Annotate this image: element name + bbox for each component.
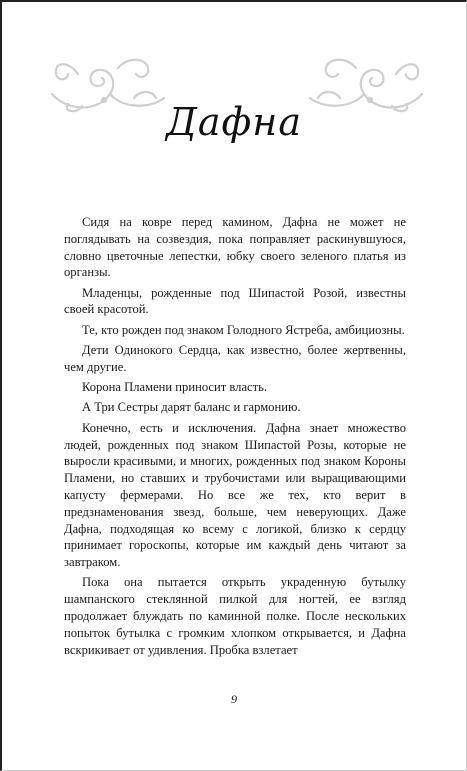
paragraph: Дети Одинокого Сердца, как известно, более жертвенны, чем другие. [64,343,406,374]
paragraph: Конечно, есть и исключения. Дафна знает множество людей, рожденных под знаком Шипастой Розы, которые не выросли красивыми, и многих, рожденных под знаком Короны Пламени, но ставших и трубочистами или выращивающими капусту фермерами. Но все же тех, кто верит в предзнаменования звезд, больше, чем неверующих. Даже Дафна, подходящая ко всему с логикой, близко к сердцу принимает гороскопы, которые им каждый день читают за завтраком. [64,420,406,570]
paragraph: Корона Пламени приносит власть. [82,380,268,395]
paragraph: А Три Сестры дарят баланс и гармонию. [82,400,301,415]
chapter-title: Дафна [166,100,302,144]
paragraph: Сидя на ковре перед камином, Дафна не может не поглядывать на созвездия, пока поправляет раскинувшуюся, словно цветочные лепестки, юбку своего зеленого платья из органзы. [64,215,406,280]
paragraph: Младенцы, рожденные под Шипастой Розой, известны своей красотой. [64,285,406,317]
page-number: 9 [231,692,237,706]
chapter-body [64,214,406,662]
paragraph: Те, кто рожден под знаком Голодного Ястреба, амбициозны. [82,322,405,337]
paragraph: Пока она пытается открыть украденную бутылку шампанского стеклянной пилкой для ногтей, ее взгляд продолжает блуждать по каминной полке. После нескольких попыток бутылка с громким хлопком открывается, и Дафна вскрикивает от удивления. Пробка взлетает [64,575,406,657]
